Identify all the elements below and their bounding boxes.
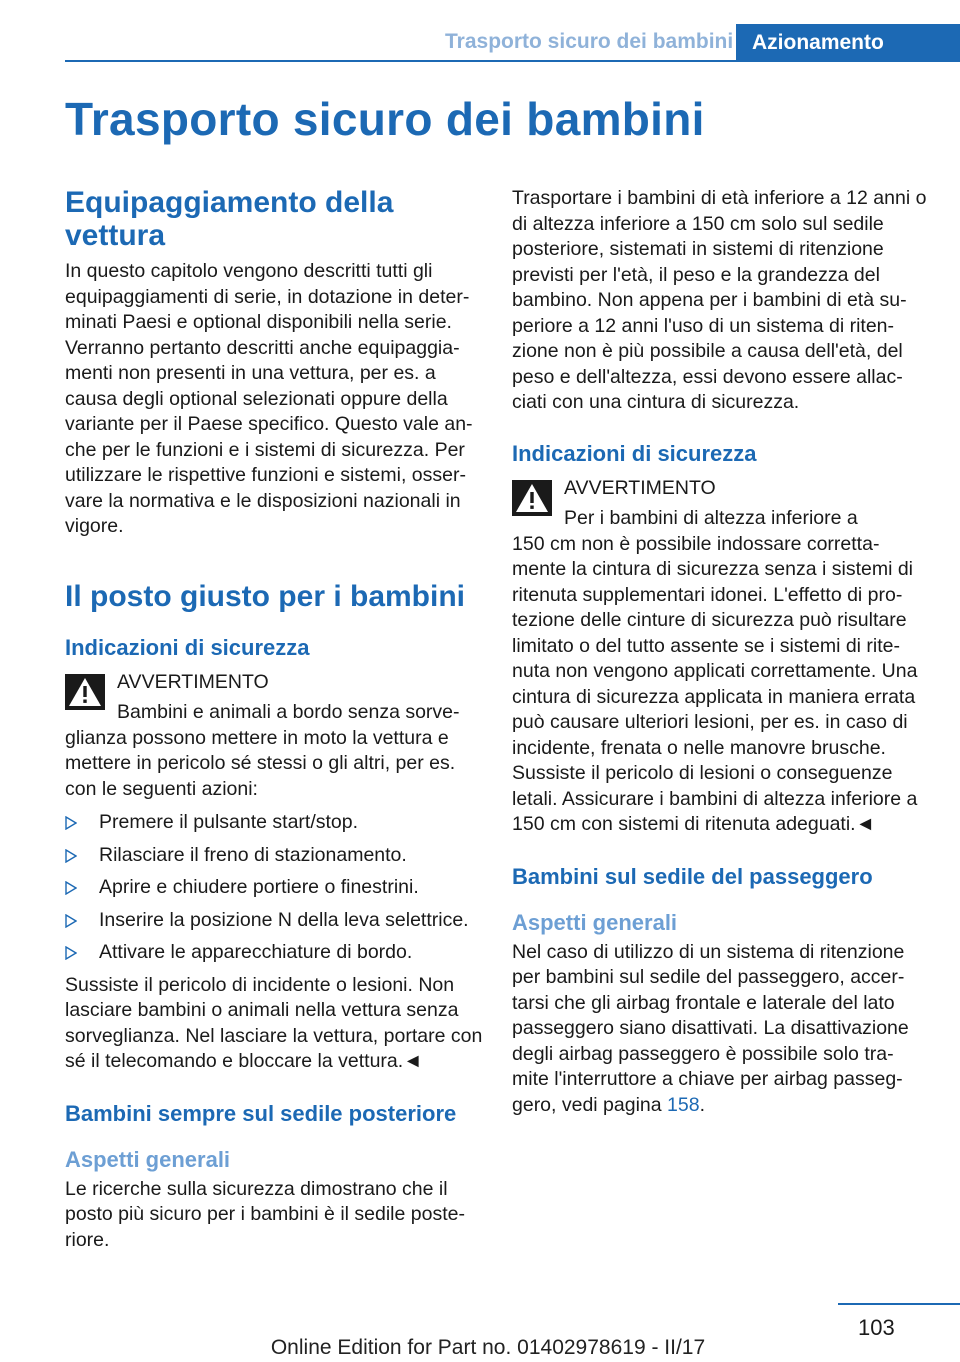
- triangle-bullet-icon: [65, 881, 77, 895]
- right-column: [512, 186, 930, 1118]
- paragraph-sussiste: Sussiste il pericolo di incidente o lesioni. Non lasciare bambini o animali nella vettura senza sorveglianza. Nel lasciare la vettura, portare con sé il telecomando e bloccare la vettura.◄: [65, 973, 483, 1072]
- warning-text: 150 cm non è possibile indossare corretta-mente la cintura di sicurezza senza i sistemi di ritenuta supplementari idonei. L'effetto di pro-tezione delle cinture di sicurezza può risultare limitato o del tutto assente se i sistemi di rite-nuta non vengono applicati correttamente. Una cintura di sicurezza applicata in maniera errata può causare ulteriori lesioni, per es. in caso di incidente, frenata o nelle manovre brusche. Sussiste il pericolo di lesioni o conseguenze letali. Assicurare i bambini di altezza inferiore a 150 cm con sistemi di ritenuta adeguati.◄: [512, 532, 918, 835]
- warning-text: glianza possono mettere in moto la vettura e mettere in pericolo sé stessi o gli altri, per es. con le seguenti azioni:: [65, 726, 456, 800]
- heading-indicazioni-sicurezza: Indicazioni di sicurezza: [512, 440, 757, 466]
- triangle-bullet-icon: [65, 849, 77, 863]
- warning-first-line: Per i bambini di altezza inferiore a: [564, 507, 858, 529]
- page-number: 103: [858, 1315, 895, 1340]
- warning-icon: [512, 480, 552, 516]
- heading-aspetti-generali: Aspetti generali: [65, 1146, 231, 1172]
- list-item: Premere il pulsante start/stop.: [65, 810, 483, 836]
- warning-block: [512, 476, 930, 838]
- paragraph-equipaggiamento: In questo capitolo vengono descritti tutti gli equipaggiamenti di serie, in dotazione in deter-minati Paesi e optional disponibili nella serie. Verranno pertanto descritti anche equipaggia-menti non presenti in una vettura, per es. a causa degli optional selezionati oppure della variante per il Paese specifico. Questo vale an-che per le funzioni e i sistemi di sicurezza. Per utilizzare le rispettive funzioni e sistemi, osser-vare la normativa e le disposizioni nazionali in vigore.: [65, 260, 473, 537]
- warning-first-line: Bambini e animali a bordo senza sorve-: [117, 701, 460, 723]
- left-column: [65, 186, 483, 1253]
- page-title: Trasporto sicuro dei bambini: [65, 93, 705, 145]
- header-chapter-tab: Azionamento: [736, 24, 960, 62]
- bullet-list: [65, 810, 483, 966]
- list-item: Inserire la posizione N della leva selettrice.: [65, 908, 483, 934]
- triangle-bullet-icon: [65, 816, 77, 830]
- triangle-bullet-icon: [65, 946, 77, 960]
- list-item: Rilasciare il freno di stazionamento.: [65, 843, 483, 869]
- heading-aspetti-generali: Aspetti generali: [512, 909, 678, 935]
- footer-edition: Online Edition for Part no. 01402978619 - II/17: [270, 1336, 706, 1359]
- page-link[interactable]: 158: [667, 1093, 700, 1116]
- paragraph-ricerche: Le ricerche sulla sicurezza dimostrano che il posto più sicuro per i bambini è il sedile poste-riore.: [65, 1177, 465, 1251]
- heading-sempre-posteriore: Bambini sempre sul sedile posteriore: [65, 1100, 457, 1126]
- paragraph-caso: Nel caso di utilizzo di un sistema di ritenzione per bambini sul sedile del passeggero, accer-tarsi che gli airbag frontale e laterale del lato passeggero siano disattivati. La disattivazione degli airbag passeggero è possibile solo tra-mite l'interruttore a chiave per airbag passeg-gero, vedi pagina 158.: [512, 940, 909, 1116]
- paragraph-trasportare: Trasportare i bambini di età inferiore a 12 anni o di altezza inferiore a 150 cm solo sul sedile posteriore, sistemati in sistemi di ritenzione previsti per l'età, il peso e la grandezza del bambino. Non appena per i bambini di età su-periore a 12 anni l'uso di un sistema di riten-zione non è più possibile a causa dell'età, del peso e dell'altezza, essi devono essere allac-ciati con una cintura di sicurezza.: [512, 187, 927, 413]
- warning-title: AVVERTIMENTO: [564, 476, 716, 499]
- triangle-bullet-icon: [65, 914, 77, 928]
- header-section-title: Trasporto sicuro dei bambini: [445, 30, 734, 53]
- list-item: Attivare le apparecchiature di bordo.: [65, 940, 483, 966]
- warning-title: AVVERTIMENTO: [117, 670, 269, 693]
- footer-rule: [838, 1303, 960, 1305]
- warning-block: [65, 670, 483, 803]
- heading-posto-giusto: Il posto giusto per i bambini: [65, 579, 466, 613]
- heading-equipaggiamento: Equipaggiamento della vettura: [65, 186, 394, 252]
- heading-indicazioni-sicurezza: Indicazioni di sicurezza: [65, 634, 310, 660]
- heading-sedile-passeggero: Bambini sul sedile del passeggero: [512, 863, 873, 889]
- warning-icon: [65, 674, 105, 710]
- list-item: Aprire e chiudere portiere o finestrini.: [65, 875, 483, 901]
